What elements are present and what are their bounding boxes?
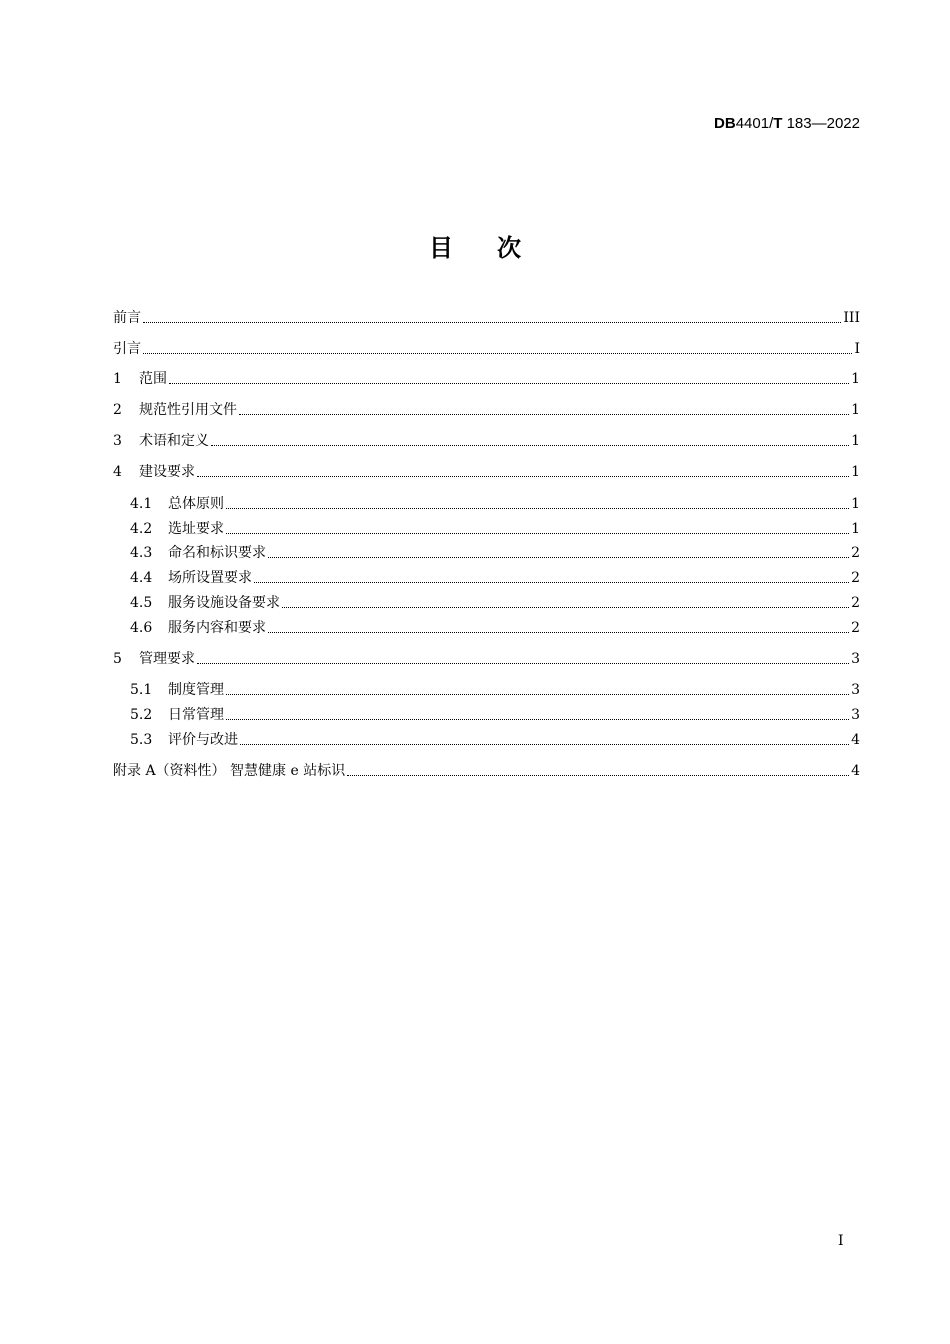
toc-leader-dots bbox=[282, 607, 849, 608]
toc-entry[interactable] bbox=[130, 680, 860, 700]
toc-entry[interactable] bbox=[113, 462, 860, 482]
toc-entry-page: 4 bbox=[851, 763, 860, 779]
toc-entry[interactable] bbox=[113, 369, 860, 389]
toc-entry-label: 日常管理 bbox=[168, 707, 224, 723]
toc-entry-page: 3 bbox=[851, 651, 860, 667]
toc-entry-page: 1 bbox=[851, 521, 860, 537]
toc-entry-label: 总体原则 bbox=[168, 496, 224, 512]
toc-entry[interactable] bbox=[130, 730, 860, 750]
toc-leader-dots bbox=[226, 533, 849, 534]
toc-entry[interactable] bbox=[130, 543, 860, 563]
toc-entry-number: 1 bbox=[113, 371, 122, 387]
page-title: 目次 bbox=[429, 234, 565, 262]
toc-entry-label: 前言 bbox=[113, 310, 141, 326]
toc-leader-dots bbox=[197, 476, 849, 477]
toc-entry[interactable] bbox=[130, 494, 860, 514]
toc-leader-dots bbox=[211, 445, 849, 446]
toc-entry-page: 1 bbox=[851, 371, 860, 387]
toc-entry-label: 规范性引用文件 bbox=[139, 402, 237, 418]
toc-leader-dots bbox=[197, 663, 849, 664]
toc-leader-dots bbox=[226, 694, 849, 695]
toc-entry-page: III bbox=[843, 310, 860, 326]
toc-entry-number: 5.2 bbox=[130, 707, 153, 723]
toc-entry-label: 服务设施设备要求 bbox=[168, 595, 280, 611]
toc-entry-number: 5.1 bbox=[130, 682, 153, 698]
toc-leader-dots bbox=[143, 353, 852, 354]
toc-leader-dots bbox=[226, 508, 849, 509]
toc-entry-label: 评价与改进 bbox=[168, 732, 238, 748]
code-type: T bbox=[773, 115, 783, 132]
toc-entry-page: 4 bbox=[851, 732, 860, 748]
code-region: 4401/ bbox=[735, 115, 774, 132]
toc-leader-dots bbox=[143, 322, 841, 323]
toc-entry-label: 场所设置要求 bbox=[168, 570, 252, 586]
toc-entry[interactable] bbox=[113, 649, 860, 669]
toc-entry-page: 2 bbox=[851, 570, 860, 586]
toc-leader-dots bbox=[240, 744, 849, 745]
toc-leader-dots bbox=[347, 775, 849, 776]
toc-entry-number: 4.2 bbox=[130, 521, 153, 537]
page-number: I bbox=[838, 1233, 844, 1249]
toc-entry-number: 4.5 bbox=[130, 595, 153, 611]
toc-entry-page: 3 bbox=[851, 707, 860, 723]
toc-entry-page: 1 bbox=[851, 464, 860, 480]
toc-entry-number: 5 bbox=[113, 651, 122, 667]
toc-entry-label: 建设要求 bbox=[139, 464, 195, 480]
toc-entry[interactable] bbox=[113, 761, 860, 781]
toc-entry[interactable] bbox=[113, 339, 860, 359]
toc-entry-number: 4.4 bbox=[130, 570, 153, 586]
toc-entry-page: 1 bbox=[851, 496, 860, 512]
toc-entry-number: 4.6 bbox=[130, 620, 153, 636]
toc-entry[interactable] bbox=[130, 519, 860, 539]
toc-entry-label: 范围 bbox=[139, 371, 167, 387]
document-code bbox=[714, 115, 860, 132]
toc-entry-number: 5.3 bbox=[130, 732, 153, 748]
toc-entry-number: 4.1 bbox=[130, 496, 153, 512]
toc-entry[interactable] bbox=[113, 431, 860, 451]
toc-entry-label: 管理要求 bbox=[139, 651, 195, 667]
toc-entry-page: I bbox=[854, 341, 860, 357]
toc-entry[interactable] bbox=[113, 400, 860, 420]
toc-entry-page: 2 bbox=[851, 620, 860, 636]
toc-leader-dots bbox=[268, 632, 849, 633]
toc-entry[interactable] bbox=[130, 618, 860, 638]
toc-entry-label: 术语和定义 bbox=[139, 433, 209, 449]
toc-entry[interactable] bbox=[113, 308, 860, 328]
toc-entry-page: 3 bbox=[851, 682, 860, 698]
code-number: 183—2022 bbox=[782, 115, 860, 132]
toc-leader-dots bbox=[169, 383, 849, 384]
toc-entry[interactable] bbox=[130, 593, 860, 613]
toc-entry-label: 命名和标识要求 bbox=[168, 545, 266, 561]
toc-entry-label: 引言 bbox=[113, 341, 141, 357]
toc-entry-label: 附录 A（资料性） 智慧健康 e 站标识 bbox=[113, 763, 346, 779]
toc-entry-page: 2 bbox=[851, 545, 860, 561]
toc-entry-number: 3 bbox=[113, 433, 122, 449]
code-prefix: DB bbox=[714, 115, 736, 132]
toc-entry-page: 1 bbox=[851, 402, 860, 418]
toc-entry-number: 2 bbox=[113, 402, 122, 418]
toc-entry-label: 服务内容和要求 bbox=[168, 620, 266, 636]
toc-leader-dots bbox=[254, 582, 849, 583]
toc-leader-dots bbox=[268, 557, 849, 558]
toc-entry-number: 4.3 bbox=[130, 545, 153, 561]
toc-leader-dots bbox=[239, 414, 849, 415]
toc-leader-dots bbox=[226, 719, 849, 720]
toc-entry-label: 选址要求 bbox=[168, 521, 224, 537]
toc-entry-label: 制度管理 bbox=[168, 682, 224, 698]
toc-entry-page: 1 bbox=[851, 433, 860, 449]
toc-entry[interactable] bbox=[130, 705, 860, 725]
toc-entry-number: 4 bbox=[113, 464, 122, 480]
toc-entry[interactable] bbox=[130, 568, 860, 588]
toc-entry-page: 2 bbox=[851, 595, 860, 611]
